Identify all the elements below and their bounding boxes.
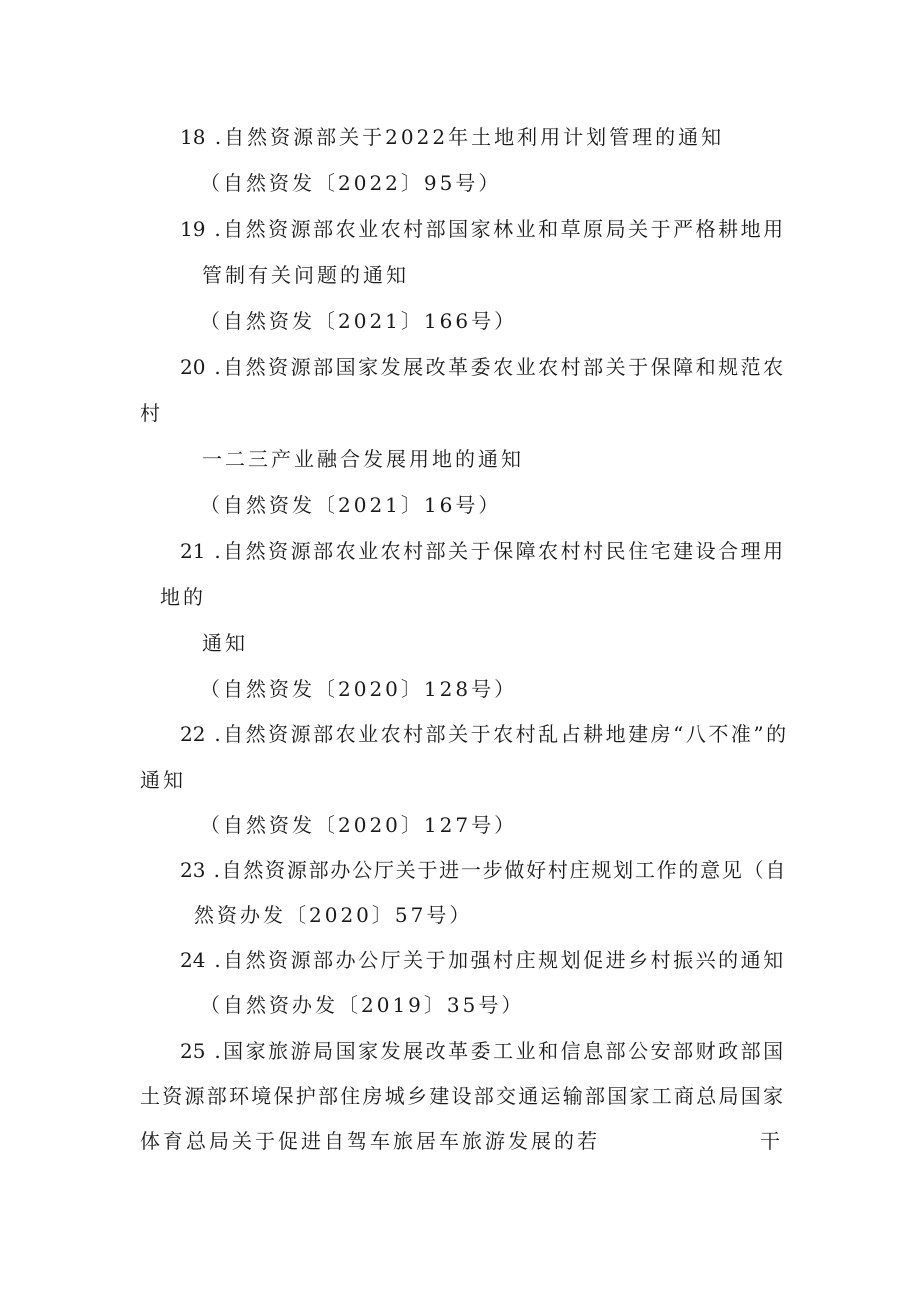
item-title-continuation: 管制有关问题的通知	[202, 263, 409, 287]
item-number: 24	[180, 948, 206, 972]
list-item	[180, 720, 789, 748]
list-item	[180, 215, 786, 243]
item-doc-number: （自然资发〔2021〕166号）	[200, 309, 518, 333]
item-title: .国家旅游局国家发展改革委工业和信息部公安部财政部国	[214, 1039, 786, 1063]
item-number: 23	[180, 858, 206, 882]
item-title-continuation: 一二三产业融合发展用地的通知	[202, 447, 524, 471]
list-item	[180, 537, 786, 565]
item-title: .自然资源部农业农村部国家林业和草原局关于严格耕地用	[214, 217, 786, 241]
item-title: .自然资源部农业农村部关于保障农村村民住宅建设合理用	[214, 539, 786, 563]
list-item	[180, 946, 786, 974]
item-title-continuation-end: 干	[760, 1129, 780, 1153]
item-title: .自然资源部国家发展改革委农业农村部关于保障和规范农	[214, 355, 786, 379]
item-doc-number: （自然资发〔2020〕128号）	[200, 677, 518, 701]
item-number: 21	[180, 539, 206, 563]
item-title-continuation: 土资源部环境保护部住房城乡建设部交通运输部国家工商总局国家	[140, 1084, 786, 1108]
item-title-continuation: 通知	[202, 631, 248, 655]
list-item	[180, 1037, 786, 1065]
item-title-continuation: 通知	[140, 768, 186, 792]
item-number: 25	[180, 1039, 206, 1063]
item-title-continuation: 然资办发〔2020〕57号）	[194, 903, 473, 927]
list-item	[180, 856, 787, 884]
item-number: 18	[180, 125, 206, 149]
item-doc-number: （自然资发〔2022〕95号）	[200, 171, 502, 195]
item-doc-number: （自然资办发〔2019〕35号）	[200, 993, 525, 1017]
item-title: .自然资源部办公厅关于进一步做好村庄规划工作的意见（自	[213, 858, 788, 882]
item-number: 19	[180, 217, 206, 241]
item-title: .自然资源部关于2022年土地利用计划管理的通知	[214, 125, 725, 149]
item-title-continuation: 村	[140, 401, 163, 425]
list-item	[180, 123, 724, 151]
item-title: .自然资源部办公厅关于加强村庄规划促进乡村振兴的通知	[214, 948, 786, 972]
item-doc-number: （自然资发〔2021〕16号）	[200, 493, 502, 517]
item-number: 20	[180, 355, 206, 379]
item-doc-number: （自然资发〔2020〕127号）	[200, 813, 518, 837]
item-title-continuation: 体育总局关于促进自驾车旅居车旅游发展的若	[140, 1129, 600, 1153]
item-number: 22	[180, 722, 206, 746]
list-item	[180, 353, 786, 381]
item-title-continuation: 地的	[160, 585, 206, 609]
item-title: .自然资源部农业农村部关于农村乱占耕地建房“八不准”的	[214, 722, 789, 746]
